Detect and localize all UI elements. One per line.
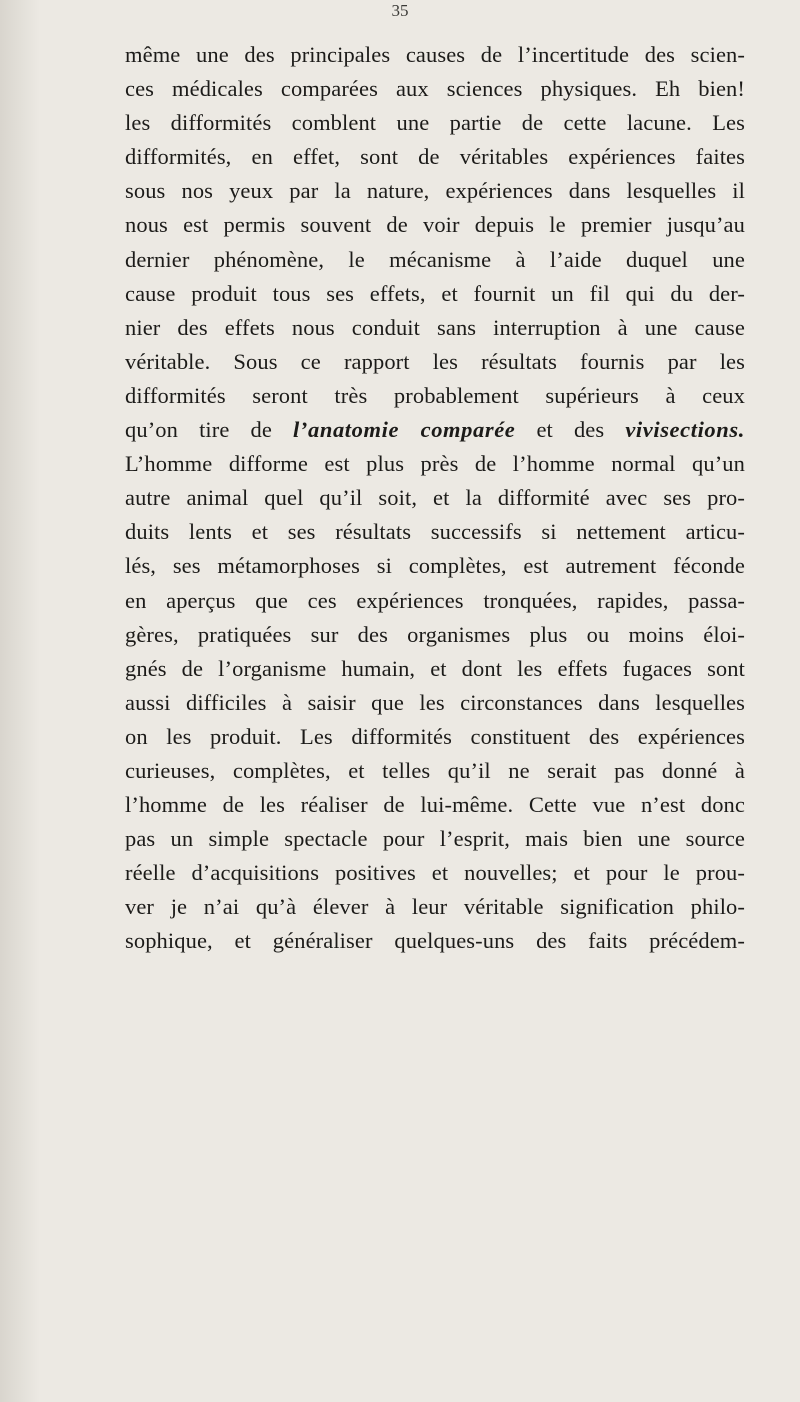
text-segment: pas un simple spectacle pour l’esprit, mais bien une source [125, 826, 745, 852]
text-segment: ces médicales comparées aux sciences physiques. Eh bien! [125, 76, 745, 102]
text-line [125, 924, 745, 958]
text-segment: nous est permis souvent de voir depuis le premier jusqu’au [125, 212, 745, 238]
body-text [125, 38, 745, 959]
text-line [125, 515, 745, 549]
text-line [125, 311, 745, 345]
text-line [125, 720, 745, 754]
text-segment: et des [515, 417, 626, 443]
text-segment: réelle d’acquisitions positives et nouvelles; et pour le prou- [125, 860, 745, 886]
text-line [125, 788, 745, 822]
text-line [125, 140, 745, 174]
text-segment: autre animal quel qu’il soit, et la difformité avec ses pro- [125, 485, 745, 511]
text-line [125, 686, 745, 720]
text-segment: véritable. Sous ce rapport les résultats fournis par les [125, 348, 745, 374]
text-segment: nier des effets nous conduit sans interruption à une cause [125, 314, 745, 340]
text-line [125, 277, 745, 311]
italic-text: l’anatomie comparée [293, 417, 516, 443]
text-line [125, 243, 745, 277]
text-segment: sophique, et généraliser quelques-uns des faits précédem- [125, 928, 745, 954]
text-segment: l’homme de les réaliser de lui-même. Cette vue n’est donc [125, 792, 745, 818]
text-line [125, 38, 745, 72]
text-segment: gères, pratiquées sur des organismes plus ou moins éloi- [125, 621, 745, 647]
text-segment: difformités seront très probablement supérieurs à ceux [125, 382, 745, 408]
text-segment: dernier phénomène, le mécanisme à l’aide duquel une [125, 246, 745, 272]
text-line [125, 549, 745, 583]
text-segment: on les produit. Les difformités constituent des expériences [125, 723, 745, 749]
text-segment: lés, ses métamorphoses si complètes, est autrement féconde [125, 553, 745, 579]
text-line [125, 413, 745, 447]
text-segment: duits lents et ses résultats successifs si nettement articu- [125, 519, 745, 545]
italic-text: vivisections. [625, 417, 745, 443]
text-segment: qu’on tire de [125, 417, 294, 443]
text-line [125, 379, 745, 413]
text-line [125, 618, 745, 652]
text-segment: même une des principales causes de l’incertitude des scien- [125, 42, 745, 67]
text-line [125, 106, 745, 140]
text-line [125, 481, 745, 515]
text-line [125, 345, 745, 379]
text-line [125, 584, 745, 618]
text-line [125, 447, 745, 481]
text-segment: sous nos yeux par la nature, expériences dans lesquelles il [125, 178, 745, 204]
text-line [125, 890, 745, 924]
text-line [125, 652, 745, 686]
text-line [125, 208, 745, 242]
text-line [125, 72, 745, 106]
text-segment: les difformités comblent une partie de cette lacune. Les [125, 110, 745, 136]
text-segment: aussi difficiles à saisir que les circonstances dans lesquelles [125, 689, 745, 715]
text-segment: ver je n’ai qu’à élever à leur véritable signification philo- [125, 894, 745, 920]
text-segment: curieuses, complètes, et telles qu’il ne serait pas donné à [125, 757, 745, 783]
text-segment: en aperçus que ces expériences tronquées, rapides, passa- [125, 587, 745, 613]
text-segment: difformités, en effet, sont de véritables expériences faites [125, 144, 745, 170]
text-segment: L’homme difforme est plus près de l’homme normal qu’un [125, 451, 745, 477]
text-segment: cause produit tous ses effets, et fournit un fil qui du der- [125, 280, 745, 306]
text-line [125, 754, 745, 788]
text-line [125, 856, 745, 890]
text-line [125, 174, 745, 208]
text-line [125, 822, 745, 856]
text-segment: gnés de l’organisme humain, et dont les effets fugaces sont [125, 655, 745, 681]
page-number: 35 [391, 1, 409, 20]
